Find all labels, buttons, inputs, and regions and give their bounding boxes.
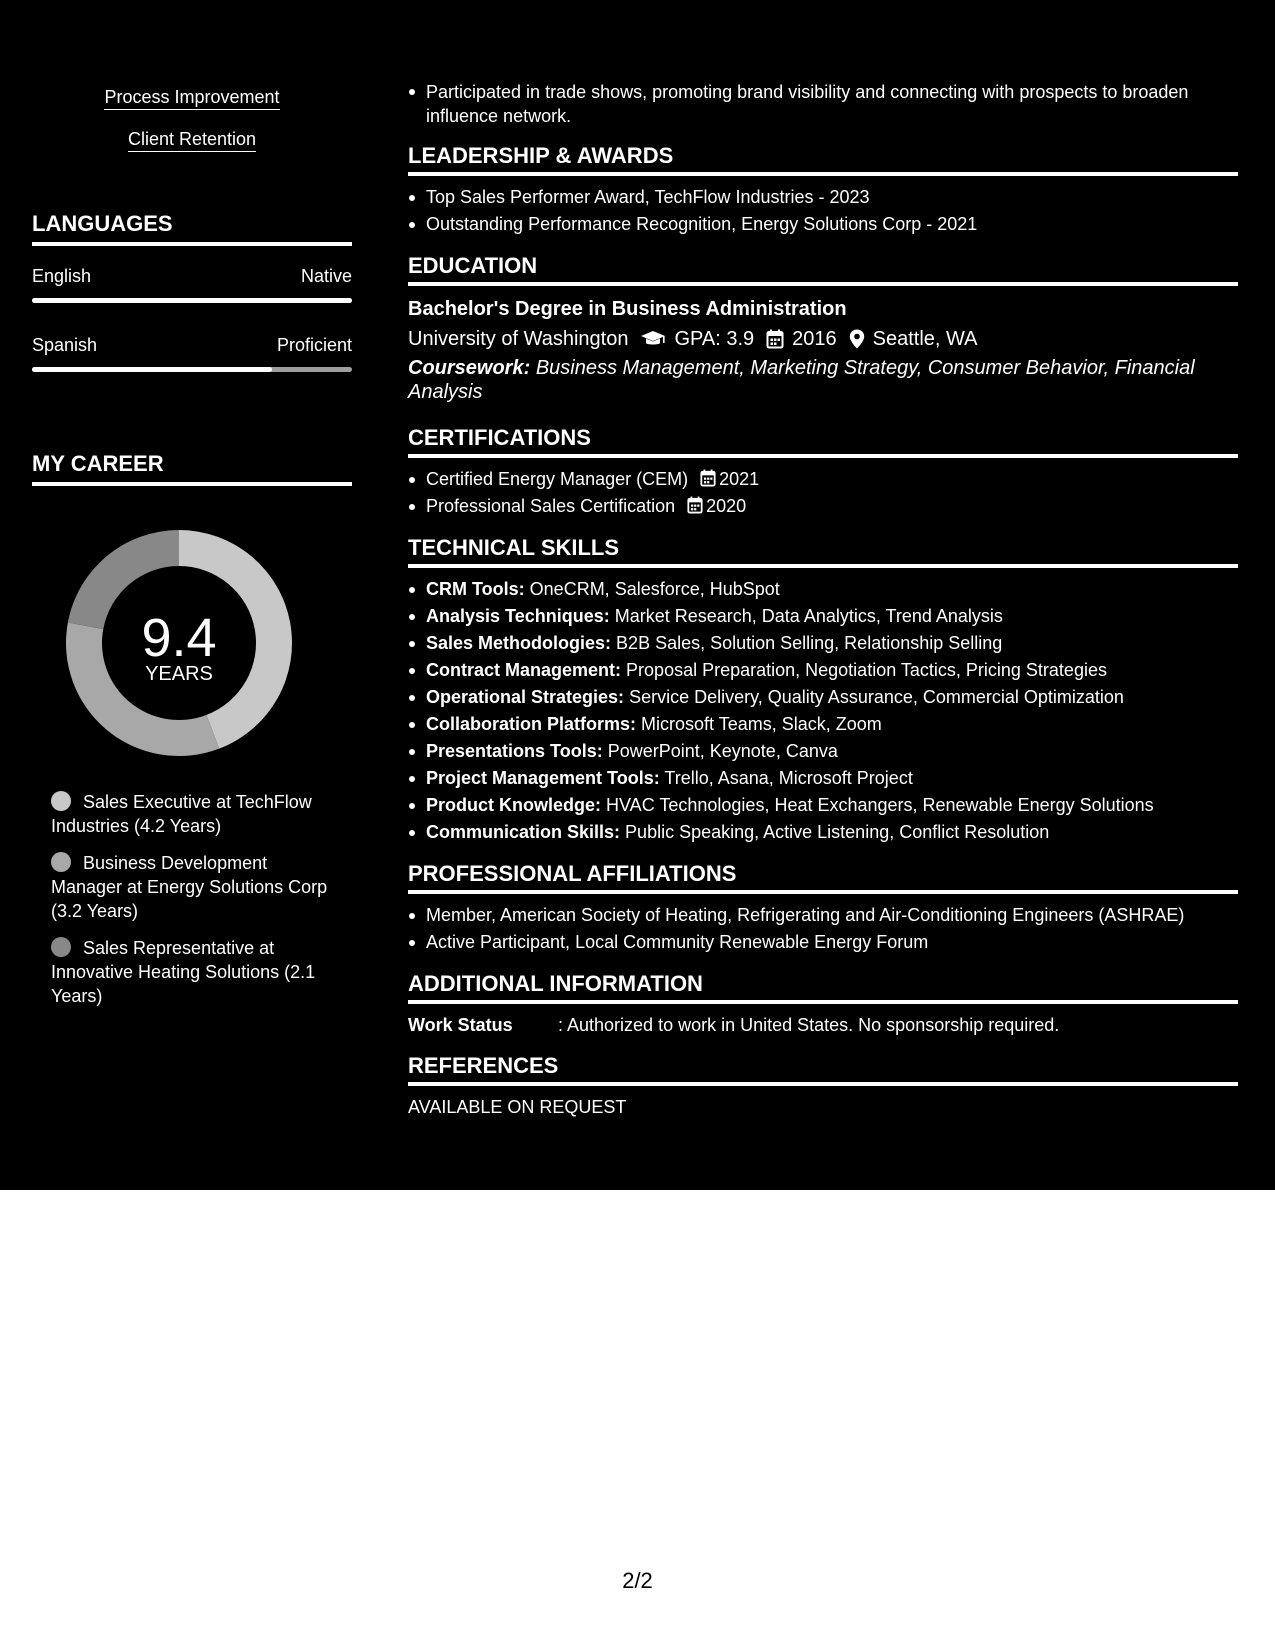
skill-item [408, 765, 1238, 792]
skill-value: Proposal Preparation, Negotiation Tactics, Pricing Strategies [626, 660, 1107, 680]
skill-value: Service Delivery, Quality Assurance, Commercial Optimization [629, 687, 1124, 707]
language-bar-fill [32, 367, 272, 372]
career-item-label: Sales Representative at Innovative Heating Solutions (2.1 Years) [51, 938, 316, 1006]
skill-item [408, 630, 1238, 657]
certification-name: Certified Energy Manager (CEM) [426, 469, 689, 489]
info-label: Work Status [408, 1015, 513, 1035]
school: University of Washington [408, 328, 629, 350]
list-item: Active Participant, Local Community Renewable Energy Forum [408, 929, 1238, 956]
career-item [51, 851, 341, 923]
skill-item [408, 738, 1238, 765]
legend-dot [51, 852, 71, 872]
skill-label: Analysis Techniques: [426, 606, 610, 626]
language-bar [32, 298, 352, 303]
location: Seattle, WA [872, 328, 978, 350]
graduation-cap-icon [640, 330, 666, 348]
section-title: LEADERSHIP & AWARDS [408, 142, 1238, 176]
calendar-icon [687, 496, 703, 514]
language-level: Native [300, 266, 352, 286]
skill-label: Project Management Tools: [426, 768, 660, 788]
skill-item [408, 603, 1238, 630]
skill-label: Communication Skills: [426, 822, 621, 842]
language-level: Proficient [276, 335, 352, 355]
work-status-row [408, 1012, 1238, 1038]
leadership-section [408, 142, 1238, 238]
coursework-list: Business Management, Marketing Strategy, Consumer Behavior, Financial Analysis [408, 357, 1195, 403]
section-title: ADDITIONAL INFORMATION [408, 970, 1238, 1004]
section-title: PROFESSIONAL AFFILIATIONS [408, 860, 1238, 894]
skill-tags [32, 86, 352, 170]
calendar-icon [700, 469, 716, 487]
skill-label: Operational Strategies: [426, 687, 625, 707]
certification-year: 2021 [719, 469, 760, 489]
references-text: AVAILABLE ON REQUEST [408, 1097, 627, 1117]
skill-label: Collaboration Platforms: [426, 714, 637, 734]
career-item-label: Business Development Manager at Energy Solutions Corp (3.2 Years) [51, 853, 328, 921]
education-details [408, 324, 1238, 354]
language-name: English [32, 266, 92, 286]
certification-year: 2020 [706, 496, 747, 516]
language-bar-fill [32, 298, 352, 303]
list-item [408, 493, 1238, 520]
coursework-label: Coursework: [408, 357, 531, 379]
career-item-label: Sales Executive at TechFlow Industries (4.2 Years) [51, 792, 312, 836]
degree: Bachelor's Degree in Business Administration [408, 298, 847, 320]
skill-item [408, 657, 1238, 684]
skill-label: Contract Management: [426, 660, 622, 680]
career-item [51, 790, 341, 838]
skill-item [408, 819, 1238, 846]
map-pin-icon [849, 329, 865, 349]
list-item: Member, American Society of Heating, Refrigerating and Air-Conditioning Engineers (ASHRAE) [408, 902, 1238, 929]
gpa: GPA: 3.9 [674, 328, 755, 350]
skill-value: Microsoft Teams, Slack, Zoom [641, 714, 882, 734]
career-item [51, 936, 341, 1008]
skill-value: OneCRM, Salesforce, HubSpot [529, 579, 780, 599]
language-bar [32, 367, 352, 372]
legend-dot [51, 937, 71, 957]
calendar-icon [766, 329, 784, 349]
skills-list [408, 576, 1238, 846]
career-legend [51, 790, 341, 1021]
language-english [32, 264, 352, 303]
skill-value: HVAC Technologies, Heat Exchangers, Renewable Energy Solutions [606, 795, 1154, 815]
info-value: : Authorized to work in United States. No sponsorship required. [558, 1015, 1060, 1035]
skill-item [408, 684, 1238, 711]
skill-value: PowerPoint, Keynote, Canva [607, 741, 838, 761]
list-item: Participated in trade shows, promoting brand visibility and connecting with prospects to broaden influence network. [408, 80, 1238, 128]
coursework [408, 356, 1238, 404]
skill-value: Trello, Asana, Microsoft Project [664, 768, 913, 788]
list-item: Top Sales Performer Award, TechFlow Industries - 2023 [408, 184, 1238, 211]
skill-value: B2B Sales, Solution Selling, Relationship Selling [616, 633, 1003, 653]
skill-value: Market Research, Data Analytics, Trend Analysis [614, 606, 1003, 626]
references-section [408, 1052, 1238, 1120]
skill-item [408, 576, 1238, 603]
experience-carryover [408, 80, 1238, 128]
additional-info-section [408, 970, 1238, 1038]
graduation-year: 2016 [792, 328, 837, 350]
skill-label: Product Knowledge: [426, 795, 601, 815]
section-title: REFERENCES [408, 1052, 1238, 1086]
list-item: Outstanding Performance Recognition, Energy Solutions Corp - 2021 [408, 211, 1238, 238]
section-title: EDUCATION [408, 252, 1238, 286]
page-number: 2/2 [622, 1568, 653, 1593]
section-title: TECHNICAL SKILLS [408, 534, 1238, 568]
skill-item [408, 711, 1238, 738]
technical-skills-section [408, 534, 1238, 846]
language-name: Spanish [32, 335, 98, 355]
career-total: 9.4 [141, 608, 217, 668]
languages-heading: LANGUAGES [32, 210, 352, 246]
skill-tag: Client Retention [128, 128, 256, 152]
language-spanish [32, 333, 352, 372]
certifications-section [408, 424, 1238, 520]
affiliations-section [408, 860, 1238, 956]
skill-item [408, 792, 1238, 819]
legend-dot [51, 791, 71, 811]
main-content [408, 80, 1238, 1134]
certification-name: Professional Sales Certification [426, 496, 676, 516]
education-section [408, 252, 1238, 404]
list-item [408, 466, 1238, 493]
skill-label: Presentations Tools: [426, 741, 603, 761]
career-unit: YEARS [145, 663, 213, 685]
skill-label: CRM Tools: [426, 579, 525, 599]
skill-value: Public Speaking, Active Listening, Conflict Resolution [625, 822, 1050, 842]
skill-label: Sales Methodologies: [426, 633, 612, 653]
skill-tag: Process Improvement [104, 86, 279, 110]
career-heading: MY CAREER [32, 450, 352, 486]
career-donut-chart [66, 530, 292, 756]
section-title: CERTIFICATIONS [408, 424, 1238, 458]
